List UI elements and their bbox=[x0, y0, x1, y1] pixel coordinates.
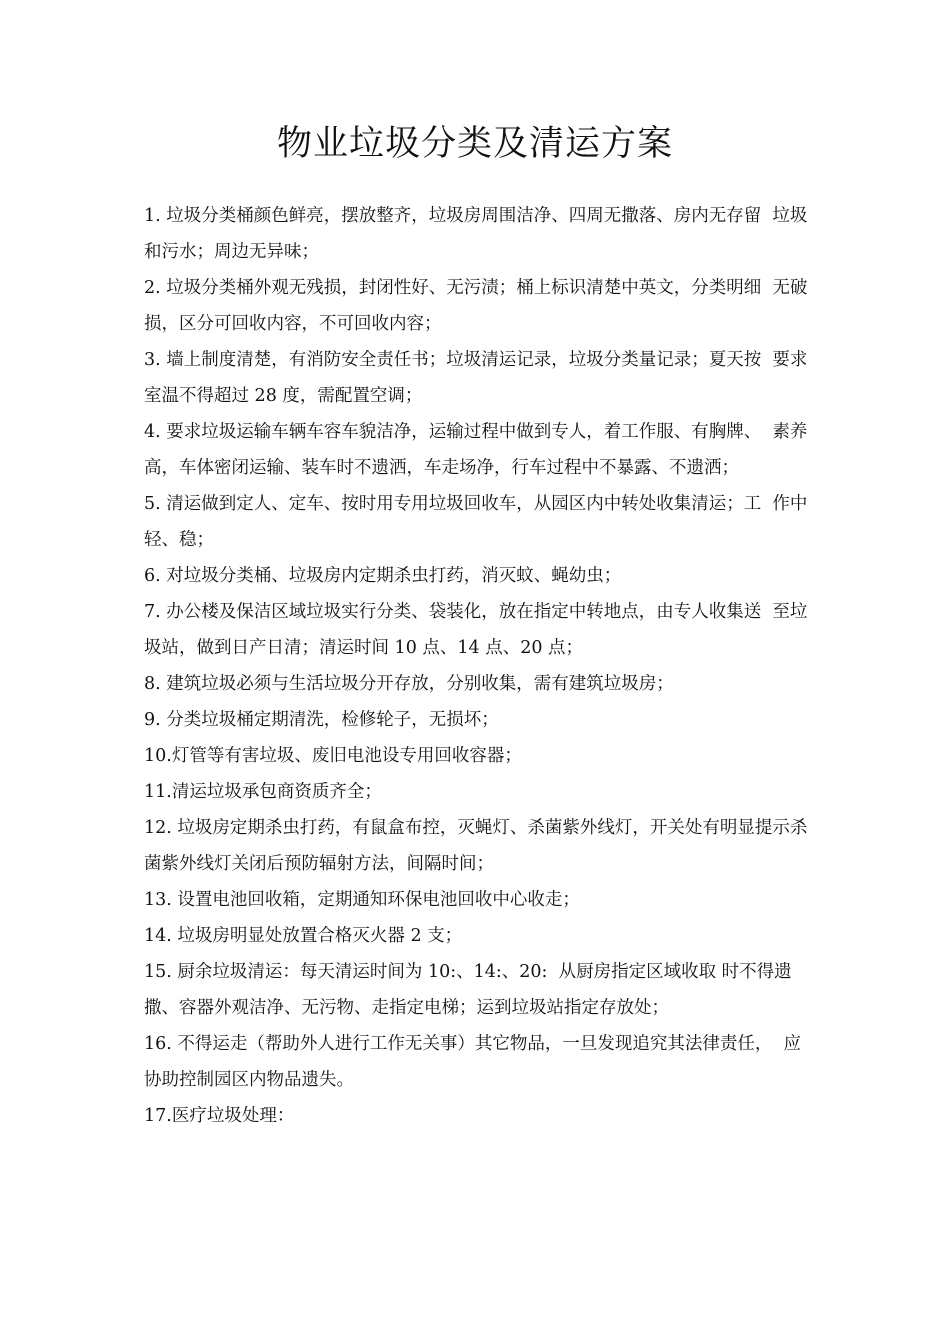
paragraph-4: 4. 要求垃圾运输车辆车容车貌洁净，运输过程中做到专人，着工作服、有胸牌、 素养高，车体密闭运输、装车时不遗洒，车走场净，行车过程中不暴露、不遗洒； bbox=[144, 422, 808, 478]
paragraph-15: 15. 厨余垃圾清运：每天清运时间为 10:、14:、20: 从厨房指定区域收取 时不得遗撒、容器外观洁净、无污物、走指定电梯；运到垃圾站指定存放处； bbox=[144, 962, 792, 1018]
paragraph-12: 12. 垃圾房定期杀虫打药，有鼠盒布控，灭蝇灯、杀菌紫外线灯，开关处有明显提示杀菌紫外线灯关闭后预防辐射方法，间隔时间； bbox=[144, 818, 808, 874]
paragraph-14: 14. 垃圾房明显处放置合格灭火器 2 支； bbox=[144, 926, 463, 946]
paragraph-9: 9. 分类垃圾桶定期清洗，检修轮子，无损坏； bbox=[144, 710, 499, 730]
paragraph-10: 10.灯管等有害垃圾、废旧电池设专用回收容器； bbox=[144, 746, 522, 766]
paragraph-13: 13. 设置电池回收箱，定期通知环保电池回收中心收走； bbox=[144, 890, 580, 910]
paragraph-1: 1. 垃圾分类桶颜色鲜亮，摆放整齐，垃圾房周围洁净、四周无撒落、房内无存留 垃圾和污水；周边无异味； bbox=[144, 206, 808, 262]
document-body bbox=[144, 198, 816, 1134]
paragraph-16: 16. 不得运走（帮助外人进行工作无关事）其它物品，一旦发现追究其法律责任， 应协助控制园区内物品遗失。 bbox=[144, 1034, 802, 1090]
document-title: 物业垃圾分类及清运方案 bbox=[276, 124, 673, 164]
paragraph-7: 7. 办公楼及保洁区域垃圾实行分类、袋装化，放在指定中转地点，由专人收集送 至垃圾站，做到日产日清；清运时间 10 点、14 点、20 点； bbox=[144, 602, 808, 658]
paragraph-2: 2. 垃圾分类桶外观无残损，封闭性好、无污渍；桶上标识清楚中英文，分类明细 无破损，区分可回收内容，不可回收内容； bbox=[144, 278, 808, 334]
paragraph-6: 6. 对垃圾分类桶、垃圾房内定期杀虫打药，消灭蚊、蝇幼虫； bbox=[144, 566, 622, 586]
paragraph-5: 5. 清运做到定人、定车、按时用专用垃圾回收车，从园区内中转处收集清运；工 作中轻、稳； bbox=[144, 494, 808, 550]
paragraph-11: 11.清运垃圾承包商资质齐全； bbox=[144, 782, 382, 802]
paragraph-17: 17.医疗垃圾处理： bbox=[144, 1106, 295, 1126]
paragraph-3: 3. 墙上制度清楚，有消防安全责任书；垃圾清运记录，垃圾分类量记录；夏天按 要求室温不得超过 28 度，需配置空调； bbox=[144, 350, 808, 406]
paragraph-8: 8. 建筑垃圾必须与生活垃圾分开存放，分别收集，需有建筑垃圾房； bbox=[144, 674, 674, 694]
